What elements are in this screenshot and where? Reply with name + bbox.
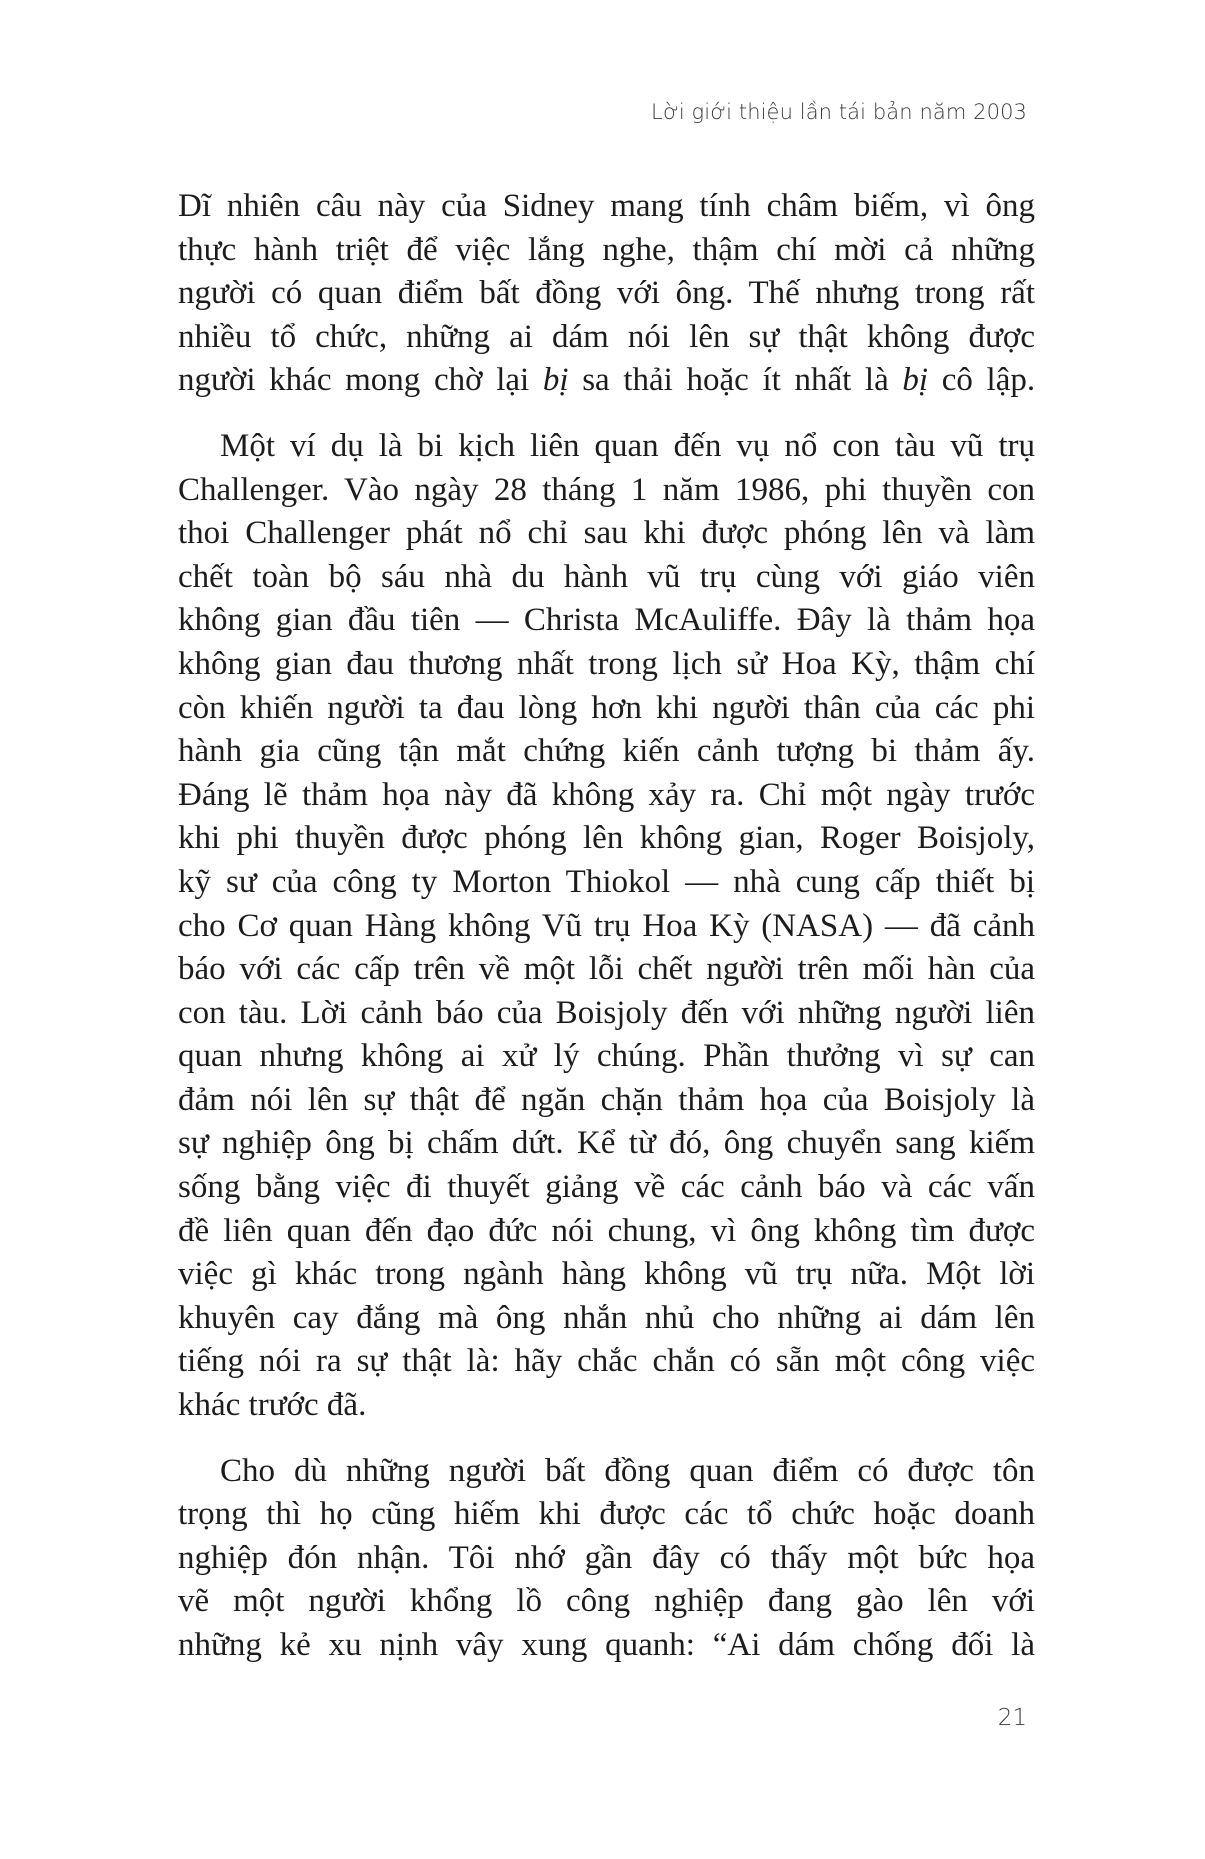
text-line: hành gia cũng tận mắt chứng kiến cảnh tượng bi thảm ấy.	[178, 733, 1035, 770]
text-line: tiếng nói ra sự thật là: hãy chắc chắn có sẵn một công việc	[178, 1343, 1035, 1380]
text-line: đề liên quan đến đạo đức nói chung, vì ông không tìm được	[178, 1212, 1035, 1249]
text-line: Một ví dụ là bi kịch liên quan đến vụ nổ con tàu vũ trụ	[220, 427, 1035, 464]
text-line: Challenger. Vào ngày 28 tháng 1 năm 1986, phi thuyền con	[178, 471, 1035, 508]
text-line: thoi Challenger phát nổ chỉ sau khi được phóng lên và làm	[178, 515, 1035, 552]
text-line: còn khiến người ta đau lòng hơn khi người thân của các phi	[178, 689, 1035, 726]
text-line: đảm nói lên sự thật để ngăn chặn thảm họa của Boisjoly là	[178, 1081, 1035, 1118]
body-text	[178, 185, 1035, 1668]
text-line: vẽ một người khổng lồ công nghiệp đang gào lên với	[178, 1583, 1035, 1620]
paragraph-2	[178, 425, 1035, 1428]
text-line: con tàu. Lời cảnh báo của Boisjoly đến với những người liên	[178, 994, 1035, 1031]
text-line: khác trước đã.	[178, 1387, 367, 1424]
text-line: sống bằng việc đi thuyết giảng về các cảnh báo và các vấn	[178, 1169, 1035, 1206]
text-line: chết toàn bộ sáu nhà du hành vũ trụ cùng với giáo viên	[178, 558, 1035, 595]
text-line: những kẻ xu nịnh vây xung quanh: “Ai dám chống đối là	[178, 1627, 1035, 1663]
text-line: người khác mong chờ lại bị sa thải hoặc ít nhất là bị cô lập.	[178, 362, 1035, 399]
text-line: cho Cơ quan Hàng không Vũ trụ Hoa Kỳ (NASA) — đã cảnh	[178, 907, 1035, 944]
text-line: báo với các cấp trên về một lỗi chết người trên mối hàn của	[178, 951, 1035, 988]
text-line: Dĩ nhiên câu này của Sidney mang tính châm biếm, vì ông	[178, 188, 1035, 224]
text-line: kỹ sư của công ty Morton Thiokol — nhà cung cấp thiết bị	[178, 863, 1035, 900]
page-number: 21	[997, 1705, 1027, 1731]
paragraph-3	[178, 1450, 1035, 1668]
text-line: Cho dù những người bất đồng quan điểm có được tôn	[220, 1452, 1035, 1489]
paragraph-1	[178, 185, 1035, 403]
text-line: khuyên cay đắng mà ông nhắn nhủ cho những ai dám lên	[178, 1299, 1035, 1336]
text-line: nghiệp đón nhận. Tôi nhớ gần đây có thấy một bức họa	[178, 1539, 1035, 1576]
text-line: nhiều tổ chức, những ai dám nói lên sự thật không được	[178, 318, 1035, 355]
text-line: người có quan điểm bất đồng với ông. Thế nhưng trong rất	[178, 275, 1035, 312]
text-line: không gian đầu tiên — Christa McAuliffe. Đây là thảm họa	[178, 602, 1035, 639]
text-line: trọng thì họ cũng hiếm khi được các tổ chức hoặc doanh	[178, 1496, 1035, 1533]
text-line: thực hành triệt để việc lắng nghe, thậm chí mời cả những	[178, 231, 1035, 268]
text-line: Đáng lẽ thảm họa này đã không xảy ra. Chỉ một ngày trước	[178, 776, 1035, 813]
text-line: việc gì khác trong ngành hàng không vũ trụ nữa. Một lời	[178, 1256, 1035, 1293]
text-line: sự nghiệp ông bị chấm dứt. Kể từ đó, ông chuyển sang kiếm	[178, 1125, 1035, 1162]
text-line: không gian đau thương nhất trong lịch sử Hoa Kỳ, thậm chí	[178, 645, 1035, 682]
running-head-title: Lời giới thiệu lần tái bản năm 2003	[651, 100, 1027, 124]
text-line: khi phi thuyền được phóng lên không gian, Roger Boisjoly,	[178, 820, 1035, 857]
text-line: quan nhưng không ai xử lý chúng. Phần thưởng vì sự can	[178, 1038, 1035, 1075]
